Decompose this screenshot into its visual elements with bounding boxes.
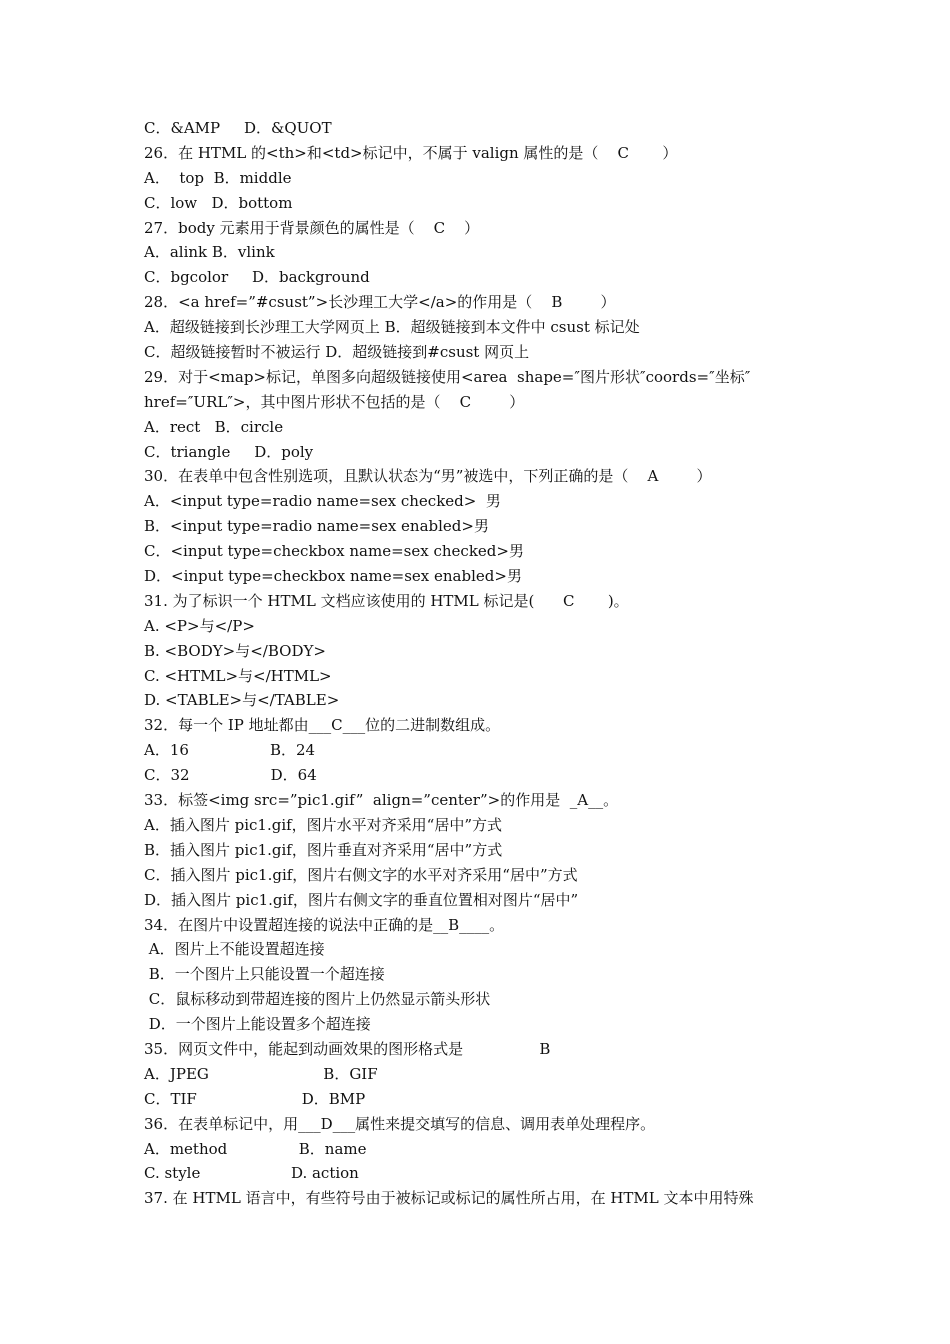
option-line: C．鼠标移动到带超连接的图片上仍然显示箭头形状 (144, 990, 491, 1009)
option-line: D．<input type=checkbox name=sex enabled>男 (144, 567, 522, 586)
option-line: B．<input type=radio name=sex enabled>男 (144, 517, 489, 536)
option-line: D．一个图片上能设置多个超连接 (144, 1015, 371, 1034)
question-27: 27．body 元素用于背景颜色的属性是（ C ） (144, 218, 480, 237)
text-line: C．&AMP D．&QUOT (144, 119, 332, 137)
question-31: 31. 为了标识一个 HTML 文档应该使用的 HTML 标记是( C )。 (144, 591, 629, 610)
question-29-continued: href=″URL″>，其中图片形状不包括的是（ C ） (144, 392, 525, 411)
option-line: A． top B．middle (144, 168, 292, 187)
question-35: 35．网页文件中，能起到动画效果的图形格式是 B (144, 1039, 551, 1058)
option-line: A．rect B．circle (144, 417, 284, 436)
document-body (144, 116, 824, 1211)
option-line: A．alink B．vlink (144, 243, 275, 262)
question-26: 26．在 HTML 的<th>和<td>标记中，不属于 valign 属性的是（ C ） (144, 143, 678, 162)
option-line: C．TIF D．BMP (144, 1089, 366, 1108)
question-34: 34．在图片中设置超连接的说法中正确的是__B____。 (144, 915, 505, 934)
question-36: 36．在表单标记中，用___D___属性来提交填写的信息、调用表单处理程序。 (144, 1114, 656, 1133)
question-30: 30．在表单中包含性别选项，且默认状态为“男”被选中，下列正确的是（ A ） (144, 467, 712, 486)
option-line: C．插入图片 pic1.gif，图片右侧文字的水平对齐采用“居中”方式 (144, 865, 578, 884)
option-line: C．<input type=checkbox name=sex checked>男 (144, 542, 524, 561)
option-line: D. <TABLE>与</TABLE> (144, 691, 340, 710)
option-line: C．low D．bottom (144, 193, 293, 212)
option-line: A．<input type=radio name=sex checked> 男 (144, 492, 501, 511)
option-line: A．JPEG B．GIF (144, 1064, 378, 1083)
option-line: C. style D. action (144, 1164, 359, 1183)
question-28: 28．<a href=”#csust”>长沙理工大学</a>的作用是（ B ） (144, 293, 616, 312)
option-line: D．插入图片 pic1.gif，图片右侧文字的垂直位置相对图片“居中” (144, 890, 579, 909)
question-33: 33．标签<img src=”pic1.gif” align=”center”>的作用是 _A__。 (144, 791, 619, 810)
option-line: A．16 B．24 (144, 741, 316, 760)
option-line: B．一个图片上只能设置一个超连接 (144, 965, 385, 984)
option-line: A．图片上不能设置超连接 (144, 940, 325, 959)
question-37: 37. 在 HTML 语言中，有些符号由于被标记或标记的属性所占用，在 HTML 文本中用特殊 (144, 1189, 754, 1208)
option-line: C．triangle D．poly (144, 442, 314, 461)
option-line: C．超级链接暂时不被运行 D．超级链接到#csust 网页上 (144, 343, 530, 362)
option-line: B. <BODY>与</BODY> (144, 641, 326, 660)
option-line: C. <HTML>与</HTML> (144, 666, 332, 685)
option-line: C．bgcolor D．background (144, 268, 370, 287)
question-29: 29．对于<map>标记，单图多向超级链接使用<area shape=″图片形状″coords=″坐标″ (144, 367, 751, 386)
option-line: A. <P>与</P> (144, 616, 255, 635)
option-line: B．插入图片 pic1.gif，图片垂直对齐采用“居中”方式 (144, 840, 503, 859)
question-32: 32．每一个 IP 地址都由___C___位的二进制数组成。 (144, 716, 501, 735)
option-line: A．插入图片 pic1.gif，图片水平对齐采用“居中”方式 (144, 815, 503, 834)
option-line: A．method B．name (144, 1139, 367, 1158)
option-line: A．超级链接到长沙理工大学网页上 B．超级链接到本文件中 csust 标记处 (144, 318, 640, 337)
option-line: C．32 D．64 (144, 766, 317, 785)
